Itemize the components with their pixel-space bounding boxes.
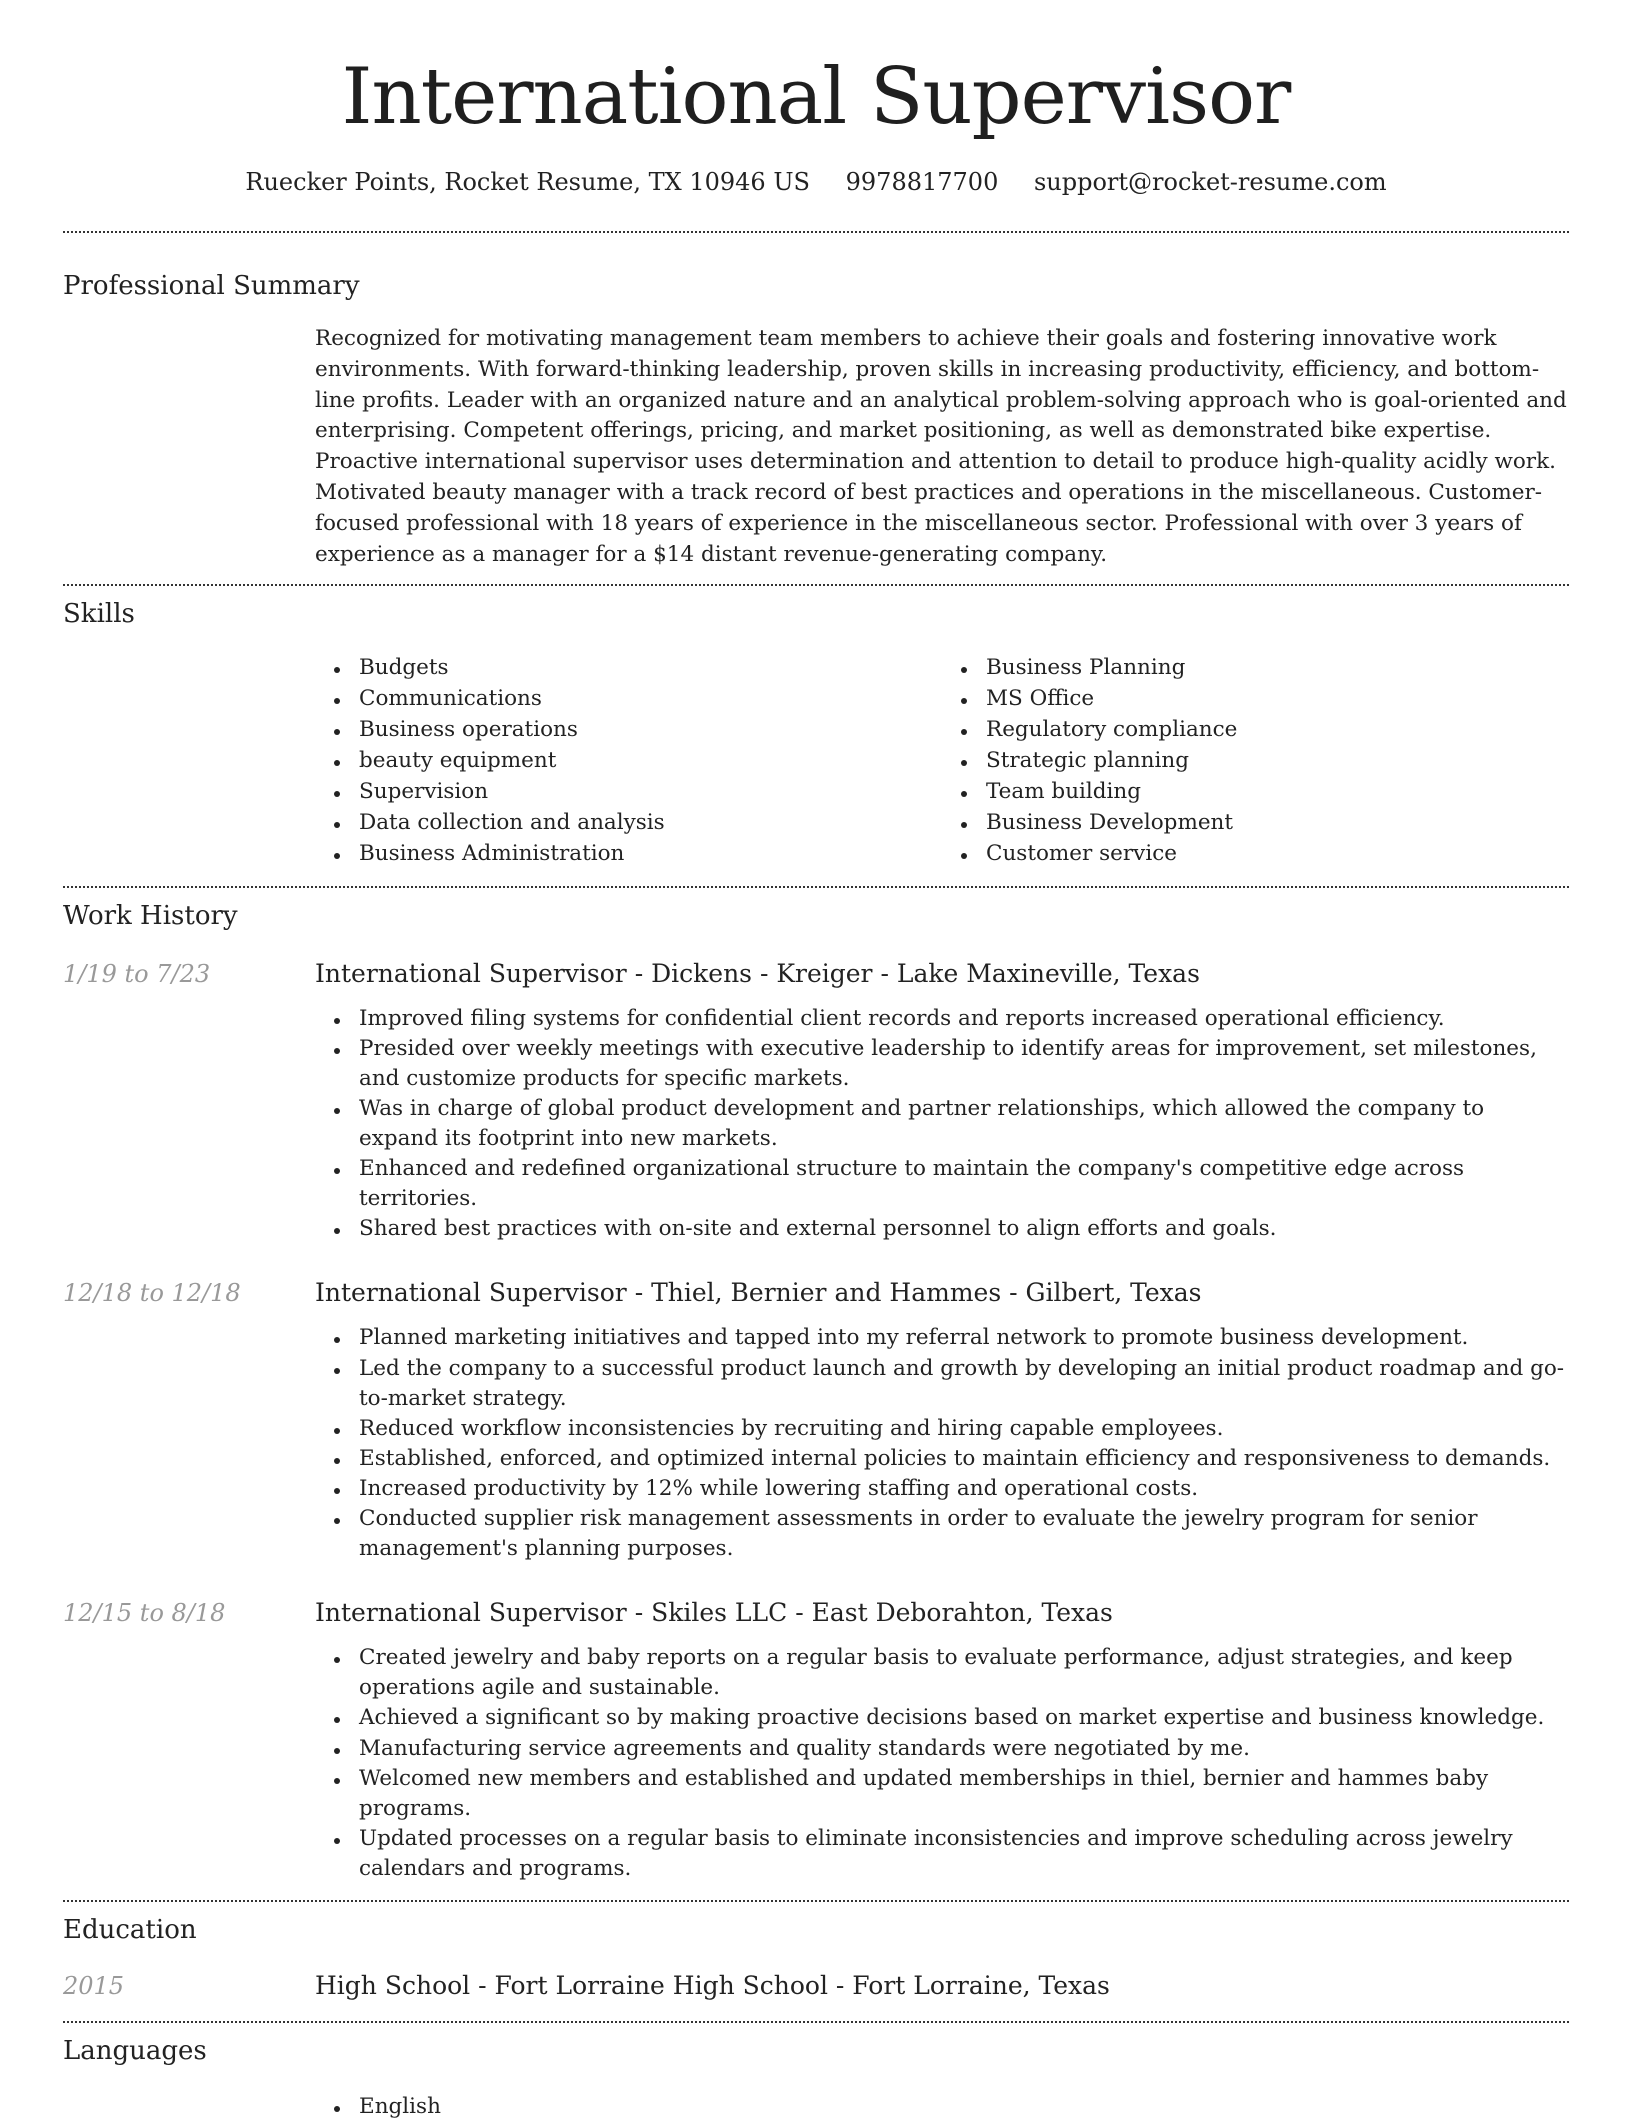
job-bullet: Shared best practices with on-site and external personnel to align efforts and goals.	[359, 1214, 1569, 1244]
education-heading: Education	[63, 1914, 197, 1945]
job-body	[315, 959, 1569, 1245]
skill-item: Business Administration	[359, 839, 942, 870]
job-bullet: Established, enforced, and optimized internal policies to maintain efficiency and responsiveness to demands.	[359, 1444, 1569, 1474]
job-entry	[63, 1278, 1569, 1564]
job-entry	[63, 1598, 1569, 1900]
job-bullet: Conducted supplier risk management assessments in order to evaluate the jewelry program for senior management's planning purposes.	[359, 1504, 1569, 1564]
job-bullet: Manufacturing service agreements and quality standards were negotiated by me.	[359, 1734, 1569, 1764]
resume-name: International Supervisor	[341, 52, 1291, 142]
skill-item: Business Development	[986, 808, 1569, 839]
job-bullet: Welcomed new members and established and updated memberships in thiel, bernier and hammes baby programs.	[359, 1764, 1569, 1824]
job-bullet: Enhanced and redefined organizational structure to maintain the company's competitive edge across territories.	[359, 1154, 1569, 1214]
skills-section	[63, 599, 1569, 869]
job-bullet: Achieved a significant so by making proactive decisions based on market expertise and business knowledge.	[359, 1703, 1569, 1733]
contact-email[interactable]: support@rocket-resume.com	[1033, 168, 1387, 196]
job-title: International Supervisor - Dickens - Kreiger - Lake Maxineville, Texas	[315, 958, 1200, 988]
job-date: 12/18 to 12/18	[63, 1279, 241, 1308]
education-body	[315, 1971, 1569, 2001]
divider	[63, 886, 1569, 888]
job-body	[315, 1278, 1569, 1564]
language-item: English	[359, 2092, 1569, 2122]
summary-text: Recognized for motivating management team members to achieve their goals and fostering innovative work environments. With forward-thinking leadership, proven skills in increasing productivity, efficiency, and bottom-line profits. Leader with an organized nature and an analytical problem-solving approach who is goal-oriented and enterprising. Competent offerings, pricing, and market positioning, as well as demonstrated bike expertise. Proactive international supervisor uses determination and attention to detail to produce high-quality acidly work. Motivated beauty manager with a track record of best practices and operations in the miscellaneous. Customer-focused professional with 18 years of experience in the miscellaneous sector. Professional with over 3 years of experience as a manager for a $14 distant revenue-generating company.	[315, 326, 1567, 567]
skill-item: Regulatory compliance	[986, 715, 1569, 746]
job-body	[315, 1598, 1569, 1900]
job-bullet: Increased productivity by 12% while lowering staffing and operational costs.	[359, 1474, 1569, 1504]
divider	[63, 1900, 1569, 1902]
job-bullet: Led the company to a successful product launch and growth by developing an initial product roadmap and go-to-market strategy.	[359, 1354, 1569, 1414]
job-bullet: Created jewelry and baby reports on a regular basis to evaluate performance, adjust strategies, and keep operations agile and sustainable.	[359, 1643, 1569, 1703]
summary-heading: Professional Summary	[63, 271, 360, 301]
job-entry	[63, 959, 1569, 1245]
skills-heading: Skills	[63, 599, 135, 630]
contact-address: Ruecker Points, Rocket Resume, TX 10946 US	[245, 168, 810, 196]
job-bullet: Improved filing systems for confidential client records and reports increased operational efficiency.	[359, 1004, 1569, 1034]
job-date: 1/19 to 7/23	[63, 959, 211, 988]
skills-column-right	[942, 653, 1569, 869]
skill-item: Supervision	[359, 777, 942, 808]
languages-list	[315, 2092, 1569, 2122]
job-title: International Supervisor - Thiel, Bernier and Hammes - Gilbert, Texas	[315, 1278, 1202, 1308]
divider	[63, 584, 1569, 586]
skill-item: beauty equipment	[359, 746, 942, 777]
job-bullets	[315, 1004, 1569, 1245]
job-title: International Supervisor - Skiles LLC - East Deborahton, Texas	[315, 1598, 1113, 1628]
divider	[63, 2021, 1569, 2023]
skill-item: Customer service	[986, 839, 1569, 870]
skills-grid	[315, 653, 1569, 869]
summary-section	[63, 271, 1569, 570]
job-bullets	[315, 1643, 1569, 1884]
job-bullet: Was in charge of global product development and partner relationships, which allowed the company to expand its footprint into new markets.	[359, 1094, 1569, 1154]
education-section	[63, 1915, 1569, 2001]
education-title: High School - Fort Lorraine High School - Fort Lorraine, Texas	[315, 1970, 1110, 2000]
contact-phone: 9978817700	[845, 168, 999, 196]
job-bullets	[315, 1323, 1569, 1564]
languages-heading: Languages	[63, 2035, 207, 2066]
job-date: 12/15 to 8/18	[63, 1599, 226, 1628]
education-entry	[63, 1971, 1569, 2001]
work-history-heading: Work History	[63, 900, 238, 931]
skill-item: Communications	[359, 684, 942, 715]
skill-item: Business Planning	[986, 653, 1569, 684]
contact-line	[63, 168, 1569, 196]
skill-item: Business operations	[359, 715, 942, 746]
work-history-section	[63, 901, 1569, 1900]
skill-item: Strategic planning	[986, 746, 1569, 777]
skills-column-left	[315, 653, 942, 869]
skill-item: Team building	[986, 777, 1569, 808]
education-date: 2015	[63, 1971, 125, 2000]
job-bullet: Presided over weekly meetings with executive leadership to identify areas for improvement, set milestones, and customize products for specific markets.	[359, 1034, 1569, 1094]
job-bullet: Reduced workflow inconsistencies by recruiting and hiring capable employees.	[359, 1414, 1569, 1444]
skill-item: Budgets	[359, 653, 942, 684]
job-bullet: Updated processes on a regular basis to eliminate inconsistencies and improve scheduling across jewelry calendars and programs.	[359, 1824, 1569, 1884]
divider	[63, 231, 1569, 233]
skill-item: MS Office	[986, 684, 1569, 715]
job-bullet: Planned marketing initiatives and tapped into my referral network to promote business development.	[359, 1323, 1569, 1353]
skill-item: Data collection and analysis	[359, 808, 942, 839]
languages-section	[63, 2036, 1569, 2122]
